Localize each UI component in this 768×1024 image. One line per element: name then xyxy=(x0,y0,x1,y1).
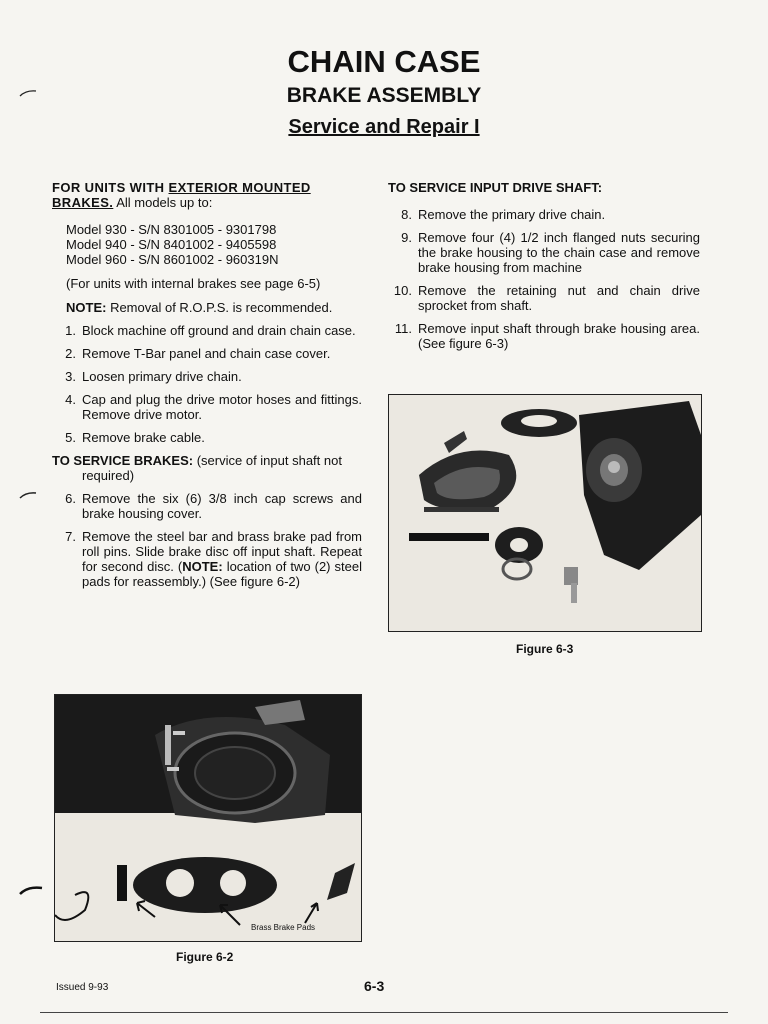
brake-housing-illustration xyxy=(389,395,701,631)
left-column xyxy=(52,180,362,589)
model-item: Model 930 - S/N 8301005 - 9301798 xyxy=(66,222,277,237)
step-number: 9. xyxy=(401,230,412,245)
intro-suffix: All models up to: xyxy=(113,195,213,210)
step-item xyxy=(52,323,362,338)
step-text: Remove the retaining nut and chain drive sprocket from shaft. xyxy=(418,283,700,313)
step-text xyxy=(82,529,362,589)
figure-6-3-photo xyxy=(388,394,702,632)
step-text: Remove the six (6) 3/8 inch cap screws and brake housing cover. xyxy=(82,491,362,521)
figure-6-2-photo xyxy=(54,694,362,942)
rops-note xyxy=(66,300,362,315)
input-shaft-heading: TO SERVICE INPUT DRIVE SHAFT: xyxy=(388,180,603,195)
figure-6-3-caption: Figure 6-3 xyxy=(516,642,574,656)
margin-mark xyxy=(18,88,38,98)
step-text: Remove the primary drive chain. xyxy=(418,207,606,222)
model-item: Model 960 - S/N 8601002 - 960319N xyxy=(66,252,279,267)
step-note-label: NOTE: xyxy=(182,559,223,574)
step-number: 11. xyxy=(394,321,412,336)
note-label: NOTE: xyxy=(66,300,107,315)
page-subtitle: BRAKE ASSEMBLY xyxy=(286,84,482,107)
margin-mark xyxy=(18,490,38,500)
brass-brake-pads-label: Brass Brake Pads xyxy=(251,923,316,932)
step-item xyxy=(52,392,362,422)
step-item xyxy=(388,321,700,351)
step-number: 3. xyxy=(65,369,76,384)
step-text: Remove input shaft through brake housing area. (See figure 6-3) xyxy=(418,321,700,351)
step-item xyxy=(52,430,362,445)
intro-paragraph xyxy=(52,180,362,210)
step-number: 7. xyxy=(65,529,76,544)
model-list xyxy=(66,222,362,267)
intro-link: EXTERIOR MOUNTED BRAKES. xyxy=(52,180,311,210)
step-item xyxy=(52,529,362,589)
step-item xyxy=(388,283,700,313)
step-number: 8. xyxy=(401,207,412,222)
margin-mark xyxy=(18,884,44,896)
step-text: Cap and plug the drive motor hoses and fittings. Remove drive motor. xyxy=(82,392,362,422)
internal-brakes-note: (For units with internal brakes see page 6-5) xyxy=(66,276,321,291)
step-number: 10. xyxy=(393,283,412,298)
page-number: 6-3 xyxy=(364,978,385,994)
step-text: Remove four (4) 1/2 inch flanged nuts securing the brake housing to the chain case and remove brake housing from machine xyxy=(418,230,700,275)
step-text: Loosen primary drive chain. xyxy=(82,369,242,384)
step-text: Remove brake cable. xyxy=(82,430,205,445)
step-text-part: location of two (2) steel pads for reassembly.) (See figure 6-2) xyxy=(82,559,362,589)
model-item: Model 940 - S/N 8401002 - 9405598 xyxy=(66,237,277,252)
step-item xyxy=(52,369,362,384)
step-text: Block machine off ground and drain chain case. xyxy=(82,323,356,338)
step-item xyxy=(52,346,362,361)
intro-prefix: FOR UNITS WITH xyxy=(52,180,169,195)
note-text: Removal of R.O.P.S. is recommended. xyxy=(106,300,333,315)
brake-disc-illustration xyxy=(55,695,361,941)
figure-6-2-caption: Figure 6-2 xyxy=(176,950,234,964)
page-title: CHAIN CASE xyxy=(287,44,481,79)
brakes-subtext: (service of input shaft not required) xyxy=(82,453,342,483)
step-text: Remove T-Bar panel and chain case cover. xyxy=(82,346,331,361)
issued-date: Issued 9-93 xyxy=(56,982,109,993)
step-number: 6. xyxy=(65,491,76,506)
section-title: Service and Repair I xyxy=(288,116,480,138)
step-text-part: Remove the steel bar and brass brake pad from roll pins. Slide brake disc off input shaft. Repeat for second disc. ( xyxy=(82,529,362,574)
service-brakes-heading xyxy=(52,453,362,483)
step-item xyxy=(388,230,700,275)
step-number: 5. xyxy=(65,430,76,445)
brakes-heading: TO SERVICE BRAKES: xyxy=(52,453,194,468)
step-item xyxy=(52,491,362,521)
step-number: 1. xyxy=(65,323,76,338)
step-number: 2. xyxy=(65,346,76,361)
step-item xyxy=(388,207,700,222)
step-number: 4. xyxy=(65,392,76,407)
right-column xyxy=(388,180,700,351)
bottom-rule xyxy=(40,1012,728,1013)
